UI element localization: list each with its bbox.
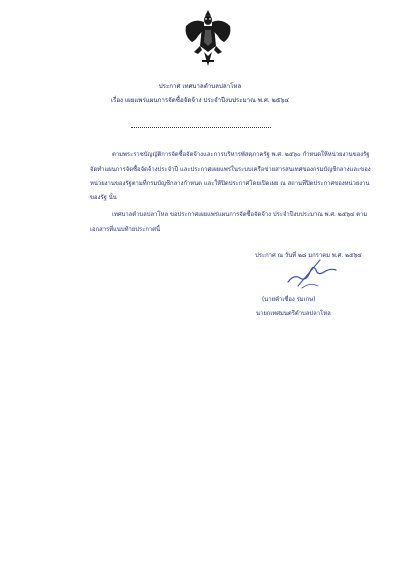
p2-line-1: เทศบาลตำบลปลาโหล ขอประกาศเผยแพร่แผนการจัดซื้อจัดจ้าง ประจำปีงบประมาณ พ.ศ. ๒๕๖๔ ตาม <box>112 212 368 218</box>
p2-line-2: เอกสารที่แนบท้ายประกาศนี้ <box>90 227 160 233</box>
handwritten-signature-icon <box>280 252 340 292</box>
announcement-issuer: ประกาศ เทศบาลตำบลปลาโหล <box>158 83 242 90</box>
garuda-emblem-icon <box>184 8 232 68</box>
announcement-date: ประกาศ ณ วันที่ ๒๘ มกราคม พ.ศ. ๒๕๖๔ <box>255 253 362 259</box>
p1-line-4: ของรัฐ นั้น <box>90 195 117 201</box>
p1-line-3: หน่วยงานของรัฐตามที่กรมบัญชีกลางกำหนด และให้ปิดประกาศโดยเปิดเผย ณ สถานที่ปิดประกาศของหน่วยงาน <box>90 181 370 187</box>
header-divider <box>131 127 271 128</box>
p1-line-2: จัดทำแผนการจัดซื้อจัดจ้างประจำปี และประกาศเผยแพร่ในระบบเครือข่ายสารสนเทศของกรมบัญชีกลางและของ <box>90 167 371 173</box>
announcement-subject: เรื่อง เผยแพร่แผนการจัดซื้อจัดจ้าง ประจำปีงบประมาณ พ.ศ. ๒๕๖๔ <box>110 97 290 104</box>
signer-name: (นายคำเชื่อง ร่มเกษ) <box>262 297 316 303</box>
p1-line-1: ตามพระราชบัญญัติการจัดซื้อจัดจ้างและการบริหารพัสดุภาครัฐ พ.ศ. ๒๕๖๐ กำหนดให้หน่วยงานของรัฐ <box>112 152 370 158</box>
signer-title: นายกเทศมนตรีตำบลปลาโหล <box>256 311 331 317</box>
